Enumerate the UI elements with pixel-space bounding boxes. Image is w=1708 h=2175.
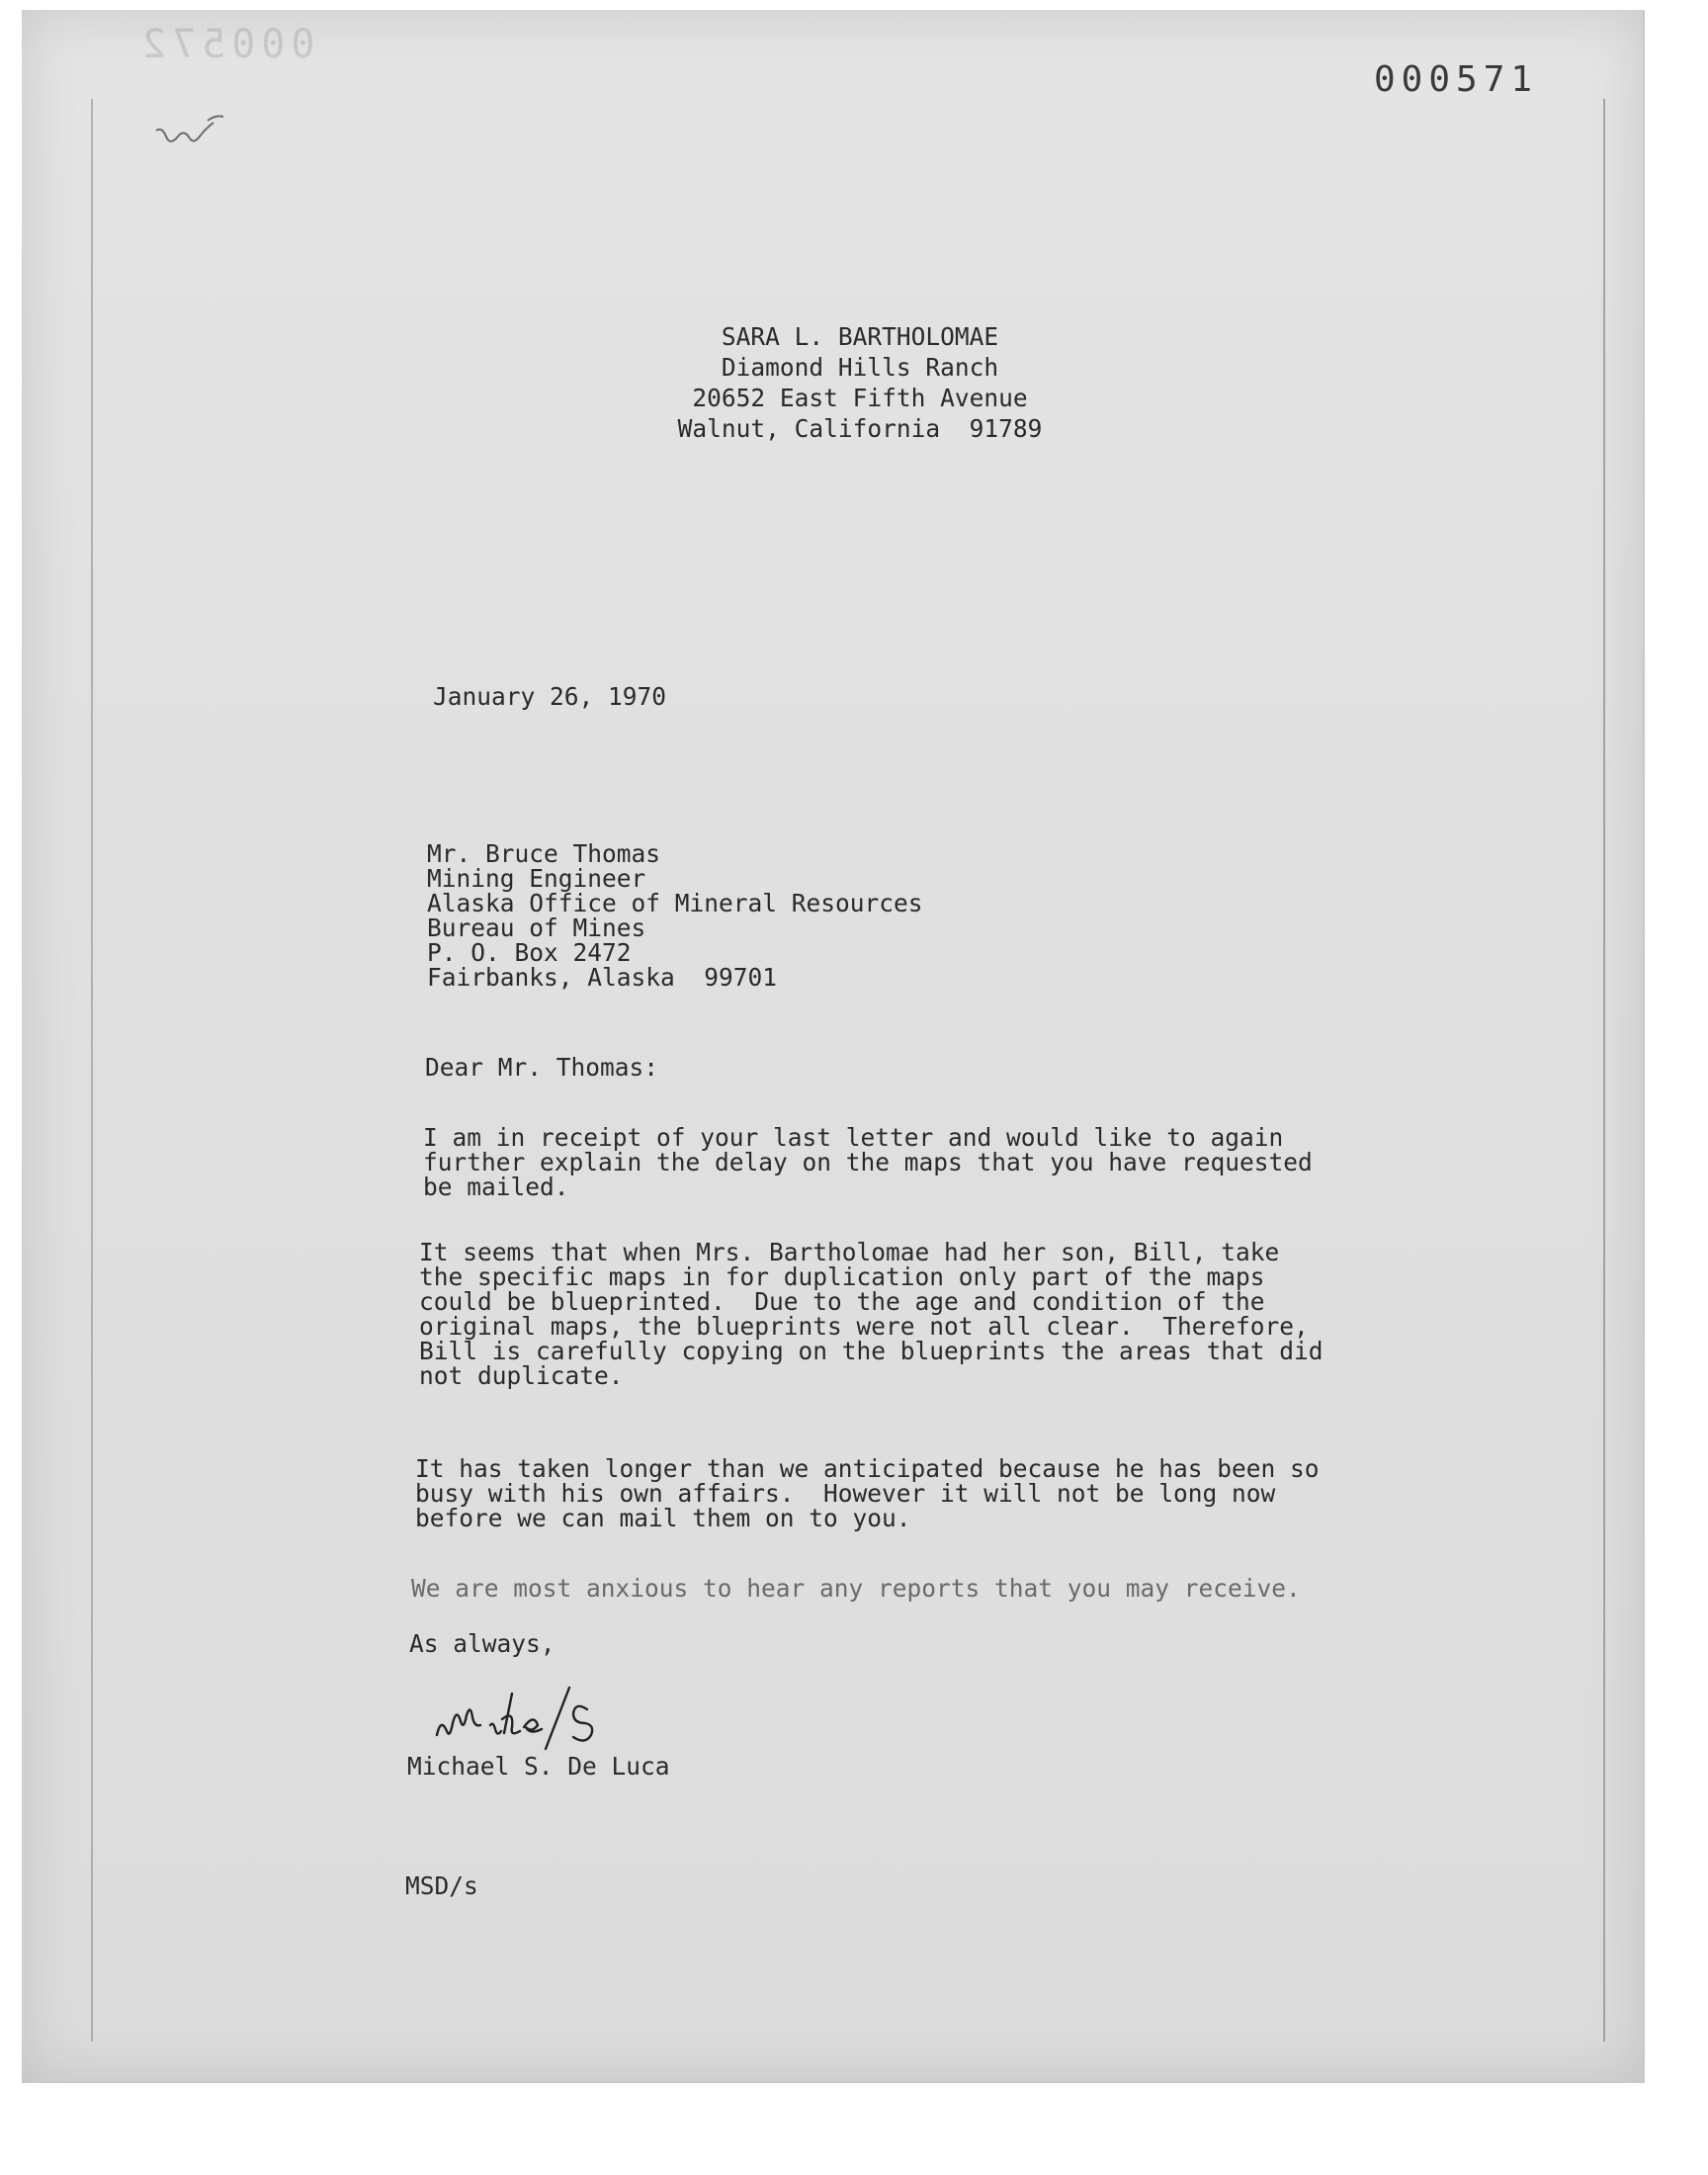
- paragraph-line: I am in receipt of your last letter and would like to again: [423, 1123, 1284, 1152]
- paragraph-line: be mailed.: [423, 1173, 569, 1201]
- paragraph-line: busy with his own affairs. However it will not be long now: [415, 1479, 1276, 1508]
- paragraph-line: further explain the delay on the maps that you have requested: [423, 1148, 1313, 1176]
- scan-edge-left: [91, 99, 93, 2042]
- document-number: 000571: [1374, 59, 1539, 100]
- bleed-through-number: 000572: [136, 22, 315, 67]
- paragraph-line: before we can mail them on to you.: [415, 1504, 911, 1532]
- document-page: [22, 10, 1645, 2083]
- letterhead-street: 20652 East Fifth Avenue: [692, 384, 1028, 412]
- paragraph-4: [411, 1576, 1301, 1601]
- paragraph-line: It seems that when Mrs. Bartholomae had her son, Bill, take: [419, 1238, 1280, 1266]
- letterhead-name: SARA L. BARTHOLOMAE: [721, 322, 999, 351]
- recipient-bureau: Bureau of Mines: [427, 914, 646, 942]
- recipient-name: Mr. Bruce Thomas: [427, 839, 661, 868]
- recipient-org: Alaska Office of Mineral Resources: [427, 889, 923, 917]
- paragraph-2: [419, 1240, 1324, 1388]
- handwritten-corner-mark: [148, 91, 267, 170]
- paragraph-line: Bill is carefully copying on the blueprints the areas that did: [419, 1337, 1324, 1365]
- typist-initials: MSD/s: [405, 1871, 478, 1900]
- recipient-box: P. O. Box 2472: [427, 938, 632, 967]
- paragraph-line: not duplicate.: [419, 1361, 624, 1390]
- recipient-address: [427, 841, 923, 990]
- letterhead-city: Walnut, California 91789: [677, 414, 1043, 443]
- paragraph-line: could be blueprinted. Due to the age and condition of the: [419, 1287, 1265, 1316]
- recipient-title: Mining Engineer: [427, 864, 646, 893]
- closing: As always,: [409, 1629, 555, 1658]
- paragraph-3: [415, 1456, 1320, 1530]
- paragraph-line: It has taken longer than we anticipated because he has been so: [415, 1454, 1320, 1483]
- letterhead: [642, 324, 1077, 441]
- recipient-city: Fairbanks, Alaska 99701: [427, 963, 778, 992]
- letter-date: January 26, 1970: [433, 682, 667, 711]
- letterhead-ranch: Diamond Hills Ranch: [721, 353, 999, 382]
- signer-name: Michael S. De Luca: [407, 1752, 670, 1781]
- paragraph-1: [423, 1125, 1313, 1199]
- scan-edge-right: [1603, 99, 1605, 2042]
- paragraph-line: the specific maps in for duplication only part of the maps: [419, 1262, 1265, 1291]
- salutation: Dear Mr. Thomas:: [425, 1053, 659, 1082]
- paragraph-line: original maps, the blueprints were not all clear. Therefore,: [419, 1312, 1309, 1341]
- paragraph-line: We are most anxious to hear any reports that you may receive.: [411, 1574, 1301, 1603]
